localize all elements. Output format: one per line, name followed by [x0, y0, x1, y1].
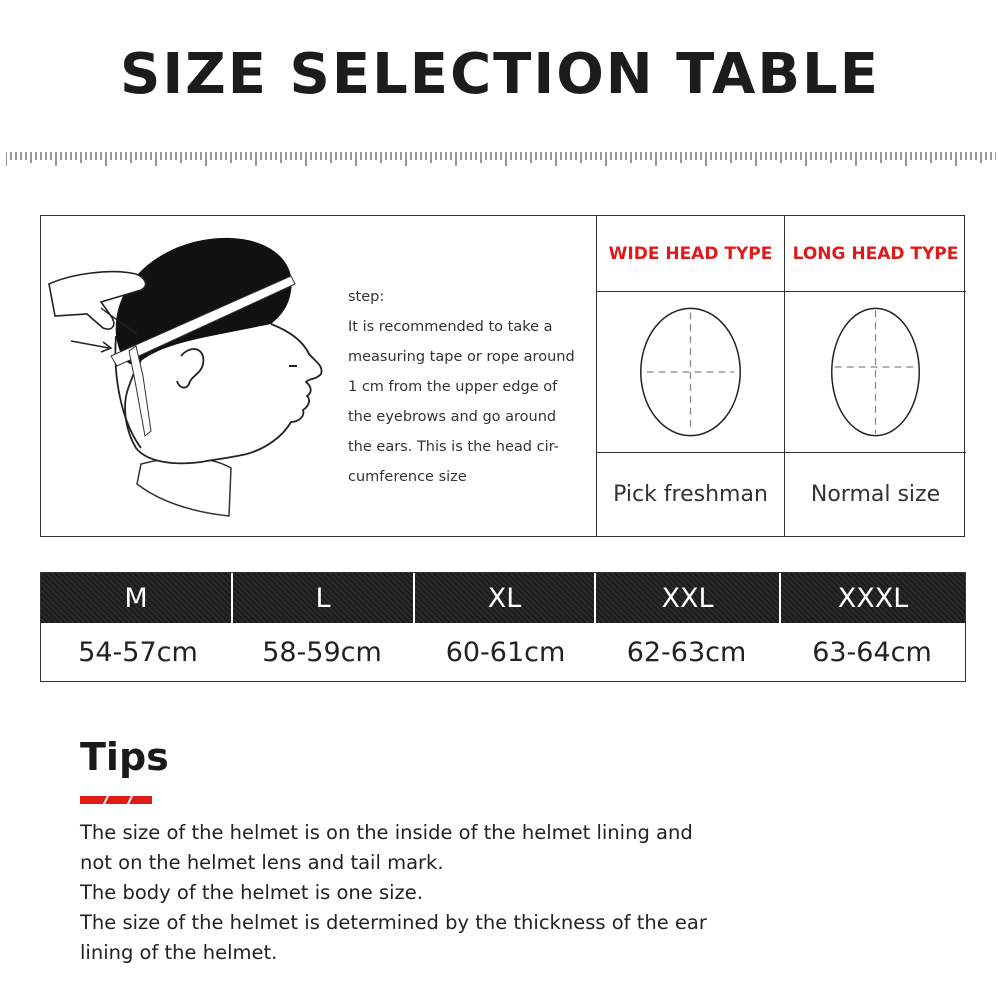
- size-range: 63-64cm: [812, 636, 932, 668]
- size-label: XL: [413, 573, 594, 623]
- ruler-decoration: [6, 150, 996, 170]
- wide-head-caption: Pick freshman: [597, 452, 784, 536]
- size-label: L: [231, 573, 413, 623]
- step-line: cumference size: [348, 469, 467, 485]
- tip-line: not on the helmet lens and tail mark.: [80, 851, 444, 874]
- long-head-label: LONG HEAD TYPE: [785, 216, 966, 292]
- size-header-row: [41, 573, 965, 623]
- tip-line: The size of the helmet is determined by the thickness of the ear: [80, 911, 707, 934]
- step-line: the ears. This is the head cir-: [348, 439, 559, 455]
- measure-panel: [40, 215, 965, 537]
- size-range: 60-61cm: [445, 636, 566, 668]
- head-measuring-illustration: [41, 216, 341, 536]
- tip-line: The size of the helmet is on the inside of the helmet lining and: [80, 821, 693, 844]
- long-head-caption: Normal size: [785, 452, 966, 536]
- size-label: M: [124, 582, 148, 614]
- step-line: step:: [348, 289, 385, 305]
- long-head-column: [784, 216, 966, 536]
- measuring-instructions: [348, 282, 588, 492]
- size-table: [40, 572, 966, 682]
- size-range: 58-59cm: [262, 636, 382, 668]
- size-range: 62-63cm: [626, 636, 747, 668]
- tips-accent-bar: [80, 796, 152, 804]
- page-title: SIZE SELECTION TABLE: [120, 42, 880, 107]
- tip-line: The body of the helmet is one size.: [80, 881, 423, 904]
- tip-line: lining of the helmet.: [80, 941, 278, 964]
- long-head-oval-icon: [785, 292, 966, 452]
- tips-body: [80, 818, 980, 968]
- wide-head-oval-icon: [597, 292, 784, 452]
- wide-head-column: [596, 216, 784, 536]
- step-line: measuring tape or rope around: [348, 349, 575, 365]
- size-label: XXXL: [779, 573, 965, 623]
- size-label: XXL: [594, 573, 779, 623]
- size-range: 54-57cm: [78, 636, 198, 668]
- step-line: the eyebrows and go around: [348, 409, 557, 425]
- tips-heading: Tips: [80, 735, 169, 779]
- step-line: It is recommended to take a: [348, 319, 553, 335]
- step-line: 1 cm from the upper edge of: [348, 379, 558, 395]
- wide-head-label: WIDE HEAD TYPE: [597, 216, 784, 292]
